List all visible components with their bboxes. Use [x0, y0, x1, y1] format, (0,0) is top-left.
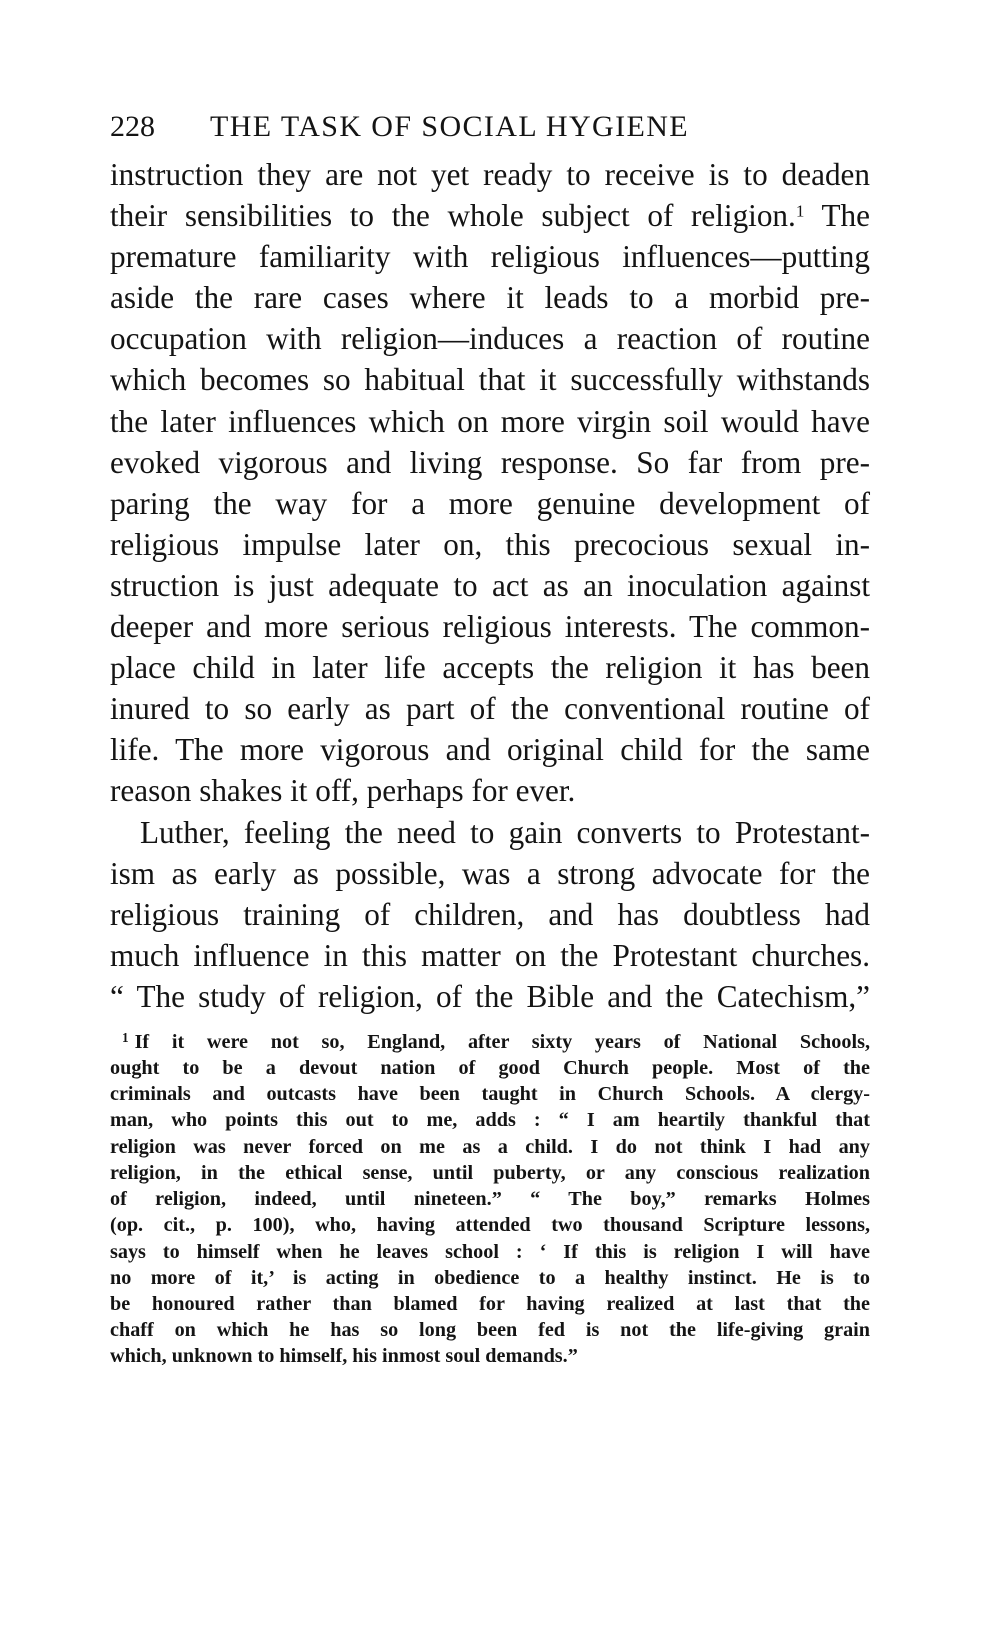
running-head — [110, 100, 870, 154]
text-line — [110, 195, 870, 236]
text-line: struction is just adequate to act as an inoculation against — [110, 567, 870, 603]
paragraph-1 — [110, 154, 870, 812]
text-line: evoked vigorous and living response. So far from pre- — [110, 444, 870, 480]
page-number: 228 — [110, 110, 155, 143]
paragraph-2 — [110, 812, 870, 1017]
footnote-line: chaff on which he has so long been fed is not the life-giving grain — [110, 1319, 870, 1342]
footnote-line: criminals and outcasts have been taught in Church Schools. A clergy- — [110, 1083, 870, 1106]
footnote-line: ought to be a devout nation of good Church people. Most of the — [110, 1057, 870, 1080]
text-line: which becomes so habitual that it successfully withstands — [110, 362, 870, 398]
footnote-line: man, who points this out to me, adds : “ I am heartily thankful that — [110, 1109, 870, 1132]
text-line: deeper and more serious religious interests. The common- — [110, 609, 870, 645]
text-line-segment: The — [821, 198, 870, 234]
text-line: paring the way for a more genuine development of — [110, 485, 870, 521]
footnote-line: be honoured rather than blamed for having realized at last that the — [110, 1292, 870, 1315]
footnote-line: of religion, indeed, until nineteen.” “ The boy,” remarks Holmes — [110, 1188, 870, 1211]
footnote — [110, 1025, 870, 1370]
footnote-line: religion was never forced on me as a child. I do not think I had any — [110, 1135, 870, 1158]
text-line: premature familiarity with religious influences—putting — [110, 239, 870, 275]
footnote-line: which, unknown to himself, his inmost soul demands.” — [110, 1345, 578, 1368]
book-page — [110, 100, 870, 1370]
footnote-reference: 1 — [795, 201, 805, 221]
running-title: THE TASK OF SOCIAL HYGIENE — [210, 110, 689, 143]
footnote-line: religion, in the ethical sense, until puberty, or any conscious realization — [110, 1161, 870, 1184]
footnote-line: (op. cit., p. 100), who, having attended two thousand Scripture lessons, — [110, 1214, 870, 1237]
footnote-line-text: If it were not so, England, after sixty years of National Schools, — [134, 1030, 870, 1053]
text-line: Luther, feeling the need to gain converts to Protestant- — [140, 814, 870, 850]
footnote-line: no more of it,’ is acting in obedience to a healthy instinct. He is to — [110, 1266, 870, 1289]
text-line: the later influences which on more virgin soil would have — [110, 403, 870, 439]
text-line: aside the rare cases where it leads to a morbid pre- — [110, 280, 870, 316]
text-line: ism as early as possible, was a strong advocate for the — [110, 855, 870, 891]
footnote-line: says to himself when he leaves school : ‘ If this is religion I will have — [110, 1240, 870, 1263]
text-line-segment: their sensibilities to the whole subject of religion. — [110, 198, 796, 234]
footnote-line — [110, 1025, 870, 1055]
text-line: life. The more vigorous and original child for the same — [110, 732, 870, 768]
body-text — [110, 154, 870, 1017]
text-line: religious training of children, and has doubtless had — [110, 896, 870, 932]
text-line: inured to so early as part of the conventional routine of — [110, 691, 870, 727]
footnote-marker: 1 — [122, 1029, 129, 1045]
text-line: reason shakes it off, perhaps for ever. — [110, 773, 576, 809]
text-line: place child in later life accepts the religion it has been — [110, 650, 870, 686]
text-line: “ The study of religion, of the Bible and the Catechism,” — [110, 978, 870, 1014]
text-line: much influence in this matter on the Protestant churches. — [110, 937, 870, 973]
text-line: religious impulse later on, this precocious sexual in- — [110, 526, 870, 562]
text-line: instruction they are not yet ready to receive is to deaden — [110, 157, 870, 192]
text-line: occupation with religion—induces a reaction of routine — [110, 321, 870, 357]
